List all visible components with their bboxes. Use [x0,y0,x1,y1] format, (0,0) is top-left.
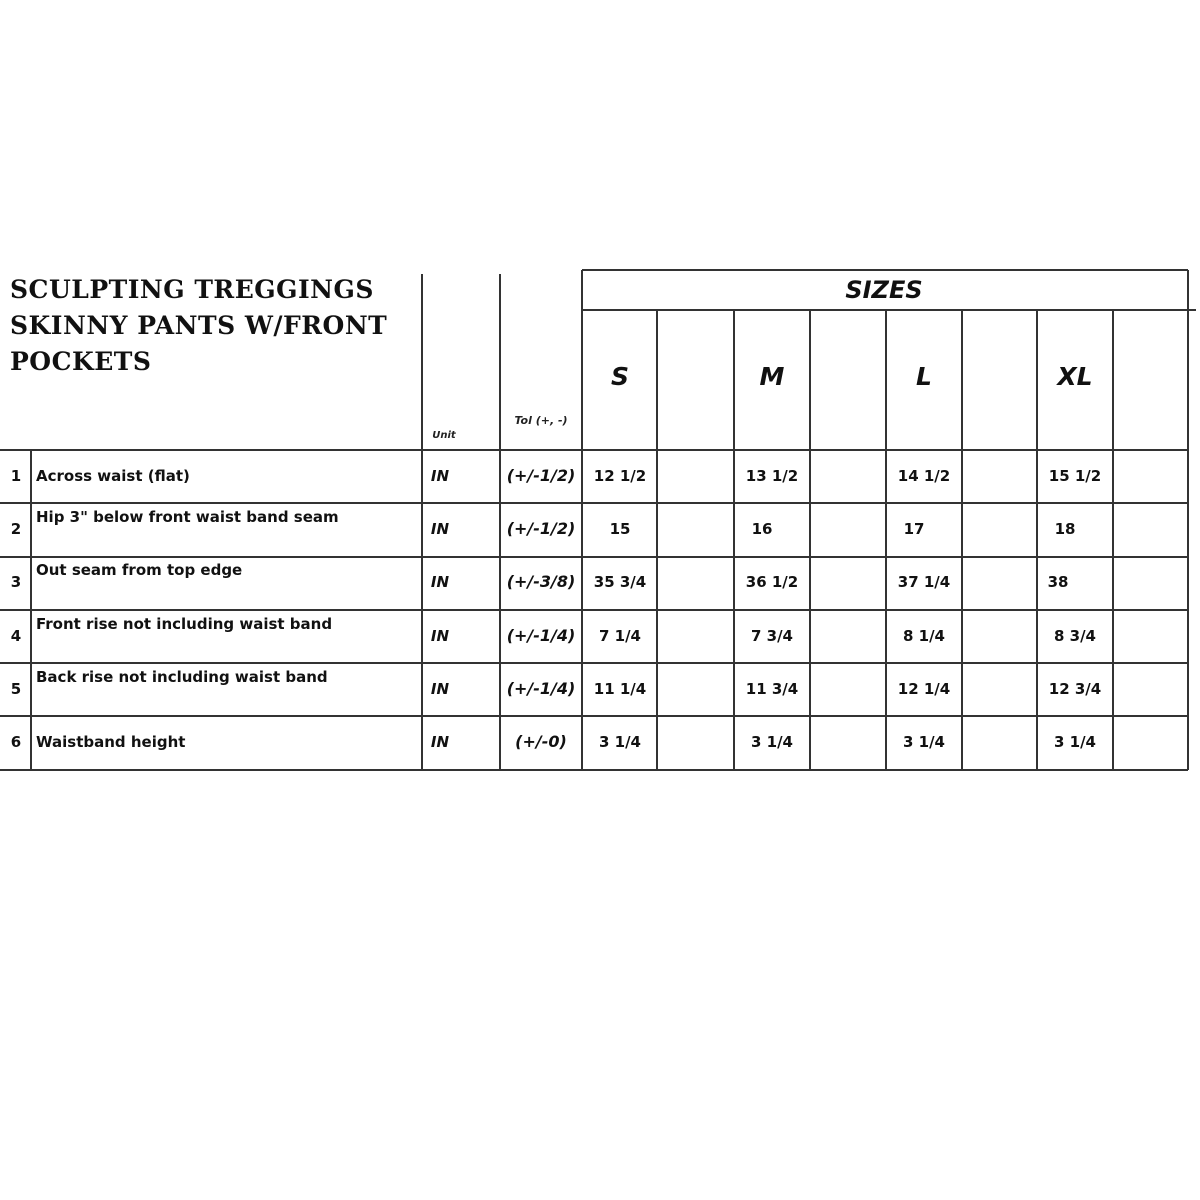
size-header-m: M [759,362,785,391]
row-number: 5 [10,680,22,698]
size-header-l: L [916,362,932,391]
value-m: 16 [751,520,773,538]
title-line-1: SCULPTING TREGGINGS [10,275,374,304]
value-m: 36 1/2 [745,573,799,591]
value-s: 12 1/2 [593,467,647,485]
value-l: 14 1/2 [897,467,951,485]
row-number: 4 [10,627,22,645]
value-s: 35 3/4 [593,573,647,591]
row-description: Front rise not including waist band [36,615,333,633]
row-description: Hip 3" below front waist band seam [36,508,339,526]
row-unit: IN [430,680,450,698]
value-l: 17 [903,520,925,538]
row-description: Waistband height [36,733,186,751]
value-m: 11 3/4 [745,680,799,698]
row-number: 6 [10,733,22,751]
value-xl: 3 1/4 [1053,733,1096,751]
value-s: 7 1/4 [598,627,641,645]
value-s: 15 [609,520,631,538]
value-xl: 18 [1054,520,1076,538]
row-unit: IN [430,520,450,538]
value-xl: 12 3/4 [1048,680,1102,698]
title-line-3: POCKETS [10,347,152,376]
value-s: 3 1/4 [598,733,641,751]
row-description: Across waist (flat) [36,467,190,485]
row-number: 3 [10,573,22,591]
value-xl: 8 3/4 [1053,627,1096,645]
size-header-s: S [610,362,629,391]
tolerance-header: Tol (+, -) [514,414,568,427]
row-description: Back rise not including waist band [36,668,328,686]
row-description: Out seam from top edge [36,561,243,579]
row-unit: IN [430,467,450,485]
row-number: 1 [10,467,22,485]
sizes-header: SIZES [845,276,923,304]
unit-header: Unit [432,430,456,441]
value-m: 13 1/2 [745,467,799,485]
value-xl: 15 1/2 [1048,467,1102,485]
page-title [10,272,410,380]
value-s: 11 1/4 [593,680,647,698]
row-tolerance: (+/-1/4) [506,626,576,645]
value-m: 3 1/4 [750,733,793,751]
row-tolerance: (+/-1/2) [506,519,576,538]
size-header-xl: XL [1057,362,1093,391]
value-l: 12 1/4 [897,680,951,698]
row-unit: IN [430,733,450,751]
row-tolerance: (+/-1/2) [506,466,576,485]
row-unit: IN [430,573,450,591]
title-line-2: SKINNY PANTS W/FRONT [10,311,388,340]
row-unit: IN [430,627,450,645]
row-number: 2 [10,520,22,538]
value-l: 37 1/4 [897,573,951,591]
value-m: 7 3/4 [750,627,793,645]
row-tolerance: (+/-1/4) [506,679,576,698]
row-tolerance: (+/-0) [515,732,567,751]
value-l: 8 1/4 [902,627,945,645]
value-xl: 38 [1047,573,1069,591]
value-l: 3 1/4 [902,733,945,751]
row-tolerance: (+/-3/8) [506,572,576,591]
